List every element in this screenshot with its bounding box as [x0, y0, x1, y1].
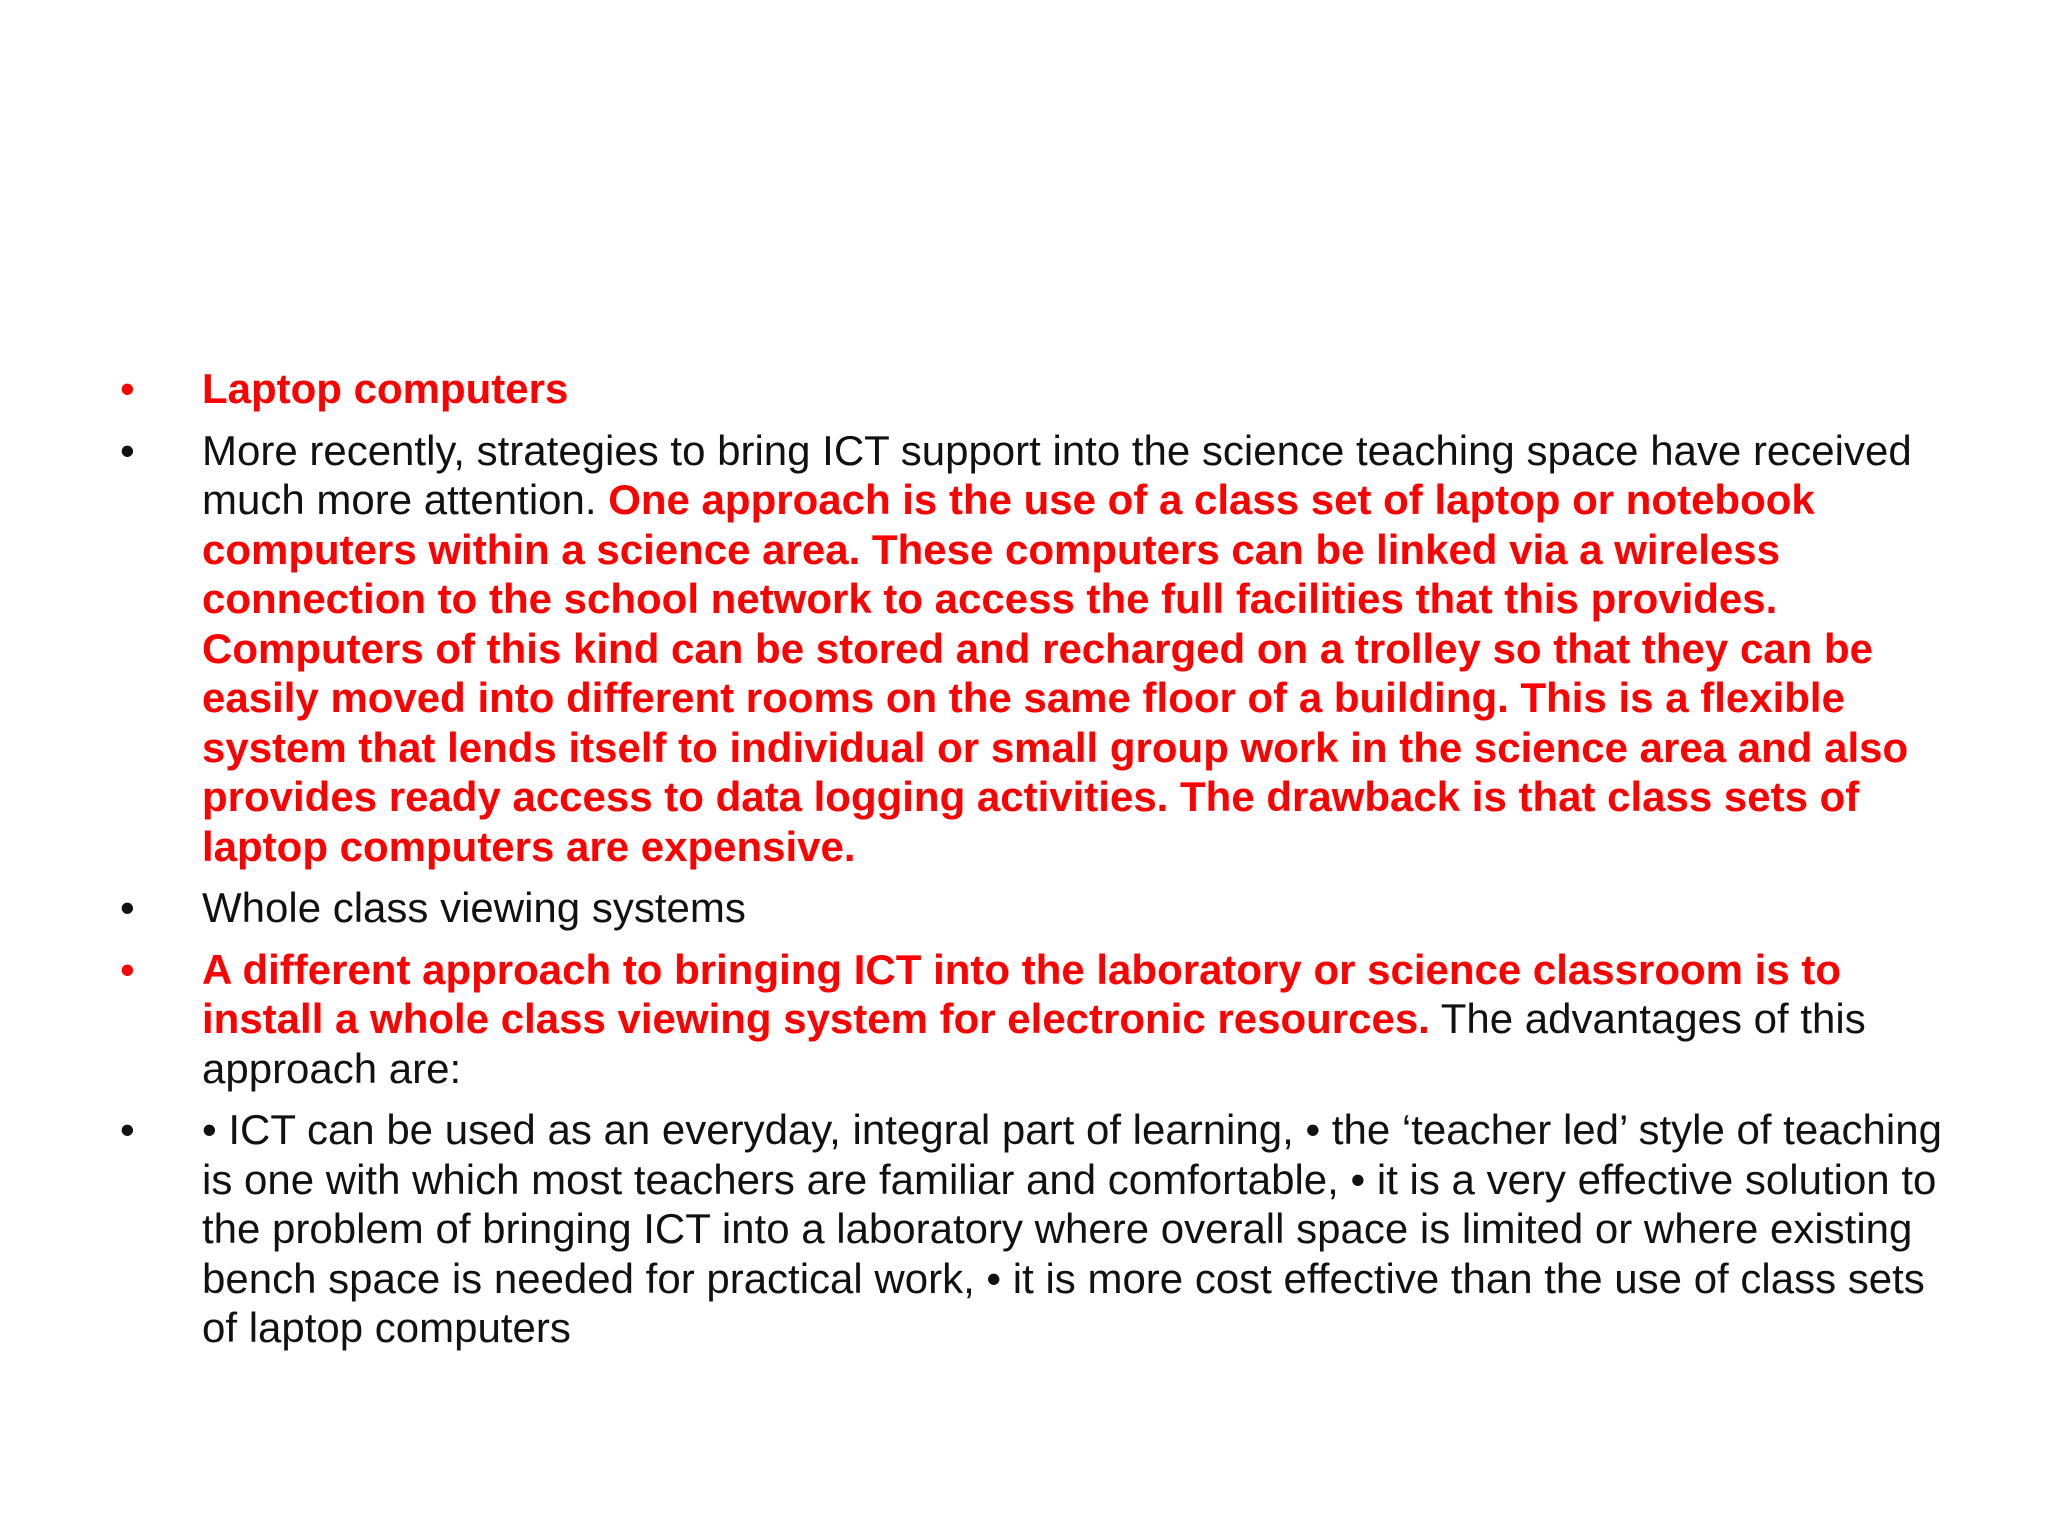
bullet-marker: • — [120, 365, 135, 412]
bullet-marker: • — [120, 426, 135, 474]
bullet-text-black: Whole class viewing systems — [202, 884, 746, 931]
bullet-text-black: More recently, strategies to bring ICT support into the science teaching space have received much more attention. — [202, 426, 1912, 523]
bullet-marker: • — [120, 884, 135, 931]
bullet-text-red: Laptop computers — [202, 365, 569, 412]
bullet-text-black: • ICT can be used as an everyday, integral part of learning, • the ‘teacher led’ style of teaching is one with which most teachers are familiar and comfortable, • it is a very effective solution to the problem of bringing ICT into a laboratory where overall space is limited or where existing bench space is needed for practical work, • it is more cost effective than the use of class sets of laptop computers — [202, 1106, 1942, 1351]
bullet-item-advantages — [120, 1105, 1950, 1353]
bullet-marker: • — [120, 945, 135, 993]
bullet-list — [120, 364, 1950, 1365]
bullet-text-red: A different approach to bringing ICT into the laboratory or science classroom is to install a whole class viewing system for electronic resources. — [202, 945, 1842, 1042]
bullet-item-laptop-heading — [120, 364, 1950, 414]
bullet-text-black: The advantages of this approach are: — [202, 995, 1866, 1092]
bullet-text-red: One approach is the use of a class set of laptop or notebook computers within a science area. These computers can be linked via a wireless connection to the school network to access the full facilities that this provides. Computers of this kind can be stored and recharged on a trolley so that they can be easily moved into different rooms on the same floor of a building. This is a flexible system that lends itself to individual or small group work in the science area and also provides ready access to data logging activities. The drawback is that class sets of laptop computers are expensive. — [202, 476, 1909, 870]
bullet-item-laptop-description — [120, 426, 1950, 872]
bullet-item-whole-class-description — [120, 945, 1950, 1094]
bullet-item-whole-class-heading — [120, 883, 1950, 933]
bullet-marker: • — [120, 1106, 135, 1153]
